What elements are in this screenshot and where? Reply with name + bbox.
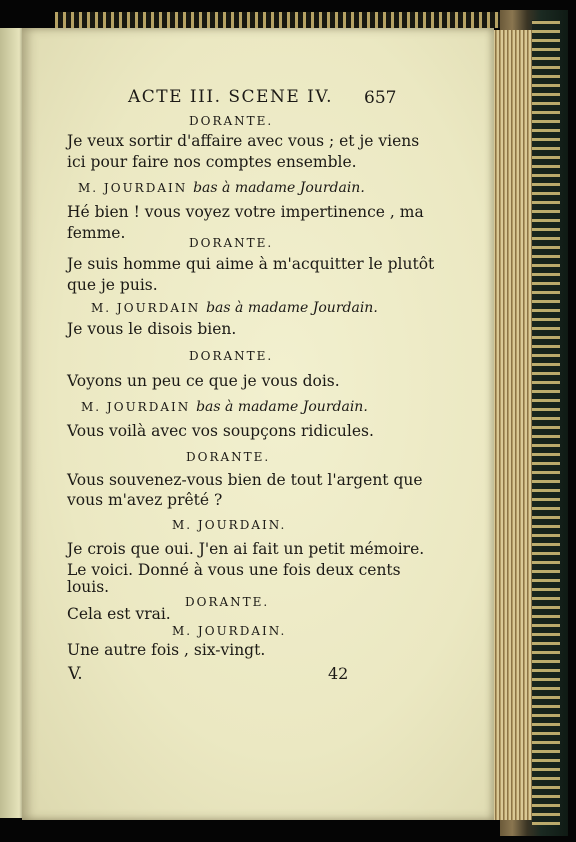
speaker-heading: [91, 300, 378, 316]
speaker-heading: [81, 399, 368, 415]
speaker-heading: [78, 180, 365, 196]
text-line: Une autre fois , six-vingt.: [67, 641, 266, 659]
page-fore-edge: [488, 30, 532, 820]
text-line: Voyons un peu ce que je vous dois.: [67, 372, 340, 390]
page-number: 657: [364, 88, 397, 108]
text-line: que je puis.: [67, 276, 158, 294]
text-line: femme.: [67, 224, 126, 242]
text-line: louis.: [67, 578, 110, 596]
text-line: ici pour faire nos comptes ensemble.: [67, 153, 357, 171]
catchword: 42: [328, 664, 349, 683]
speaker-heading: M. JOURDAIN.: [172, 624, 287, 638]
stage-direction: bas à madame Jourdain.: [196, 399, 368, 415]
left-page-edge: [0, 28, 24, 818]
speaker-heading: DORANTE.: [189, 114, 274, 128]
binding-top-edge: [55, 12, 560, 28]
text-line: Le voici. Donné à vous une fois deux cents: [67, 561, 401, 579]
speaker-heading: DORANTE.: [185, 595, 270, 609]
speaker-name: M. JOURDAIN: [78, 181, 188, 195]
gilt-ornament: [532, 20, 560, 825]
text-line: Je veux sortir d'affaire avec vous ; et je viens: [67, 132, 420, 150]
text-line: Vous voilà avec vos soupçons ridicules.: [67, 422, 374, 440]
stage-direction: bas à madame Jourdain.: [206, 300, 378, 316]
speaker-heading: DORANTE.: [186, 450, 271, 464]
speaker-heading: DORANTE.: [189, 236, 274, 250]
running-head: ACTE III. SCENE IV.: [128, 87, 334, 107]
speaker-name: M. JOURDAIN: [91, 301, 201, 315]
text-line: Vous souvenez-vous bien de tout l'argent que: [67, 471, 423, 489]
text-line: Je vous le disois bien.: [67, 320, 237, 338]
speaker-heading: DORANTE.: [189, 349, 274, 363]
text-line: Je crois que oui. J'en ai fait un petit mémoire.: [67, 540, 425, 558]
signature-mark: V.: [68, 664, 83, 684]
text-line: Je suis homme qui aime à m'acquitter le plutôt: [67, 255, 435, 273]
text-line: Cela est vrai.: [67, 605, 171, 623]
text-line: vous m'avez prêté ?: [67, 491, 223, 509]
speaker-name: M. JOURDAIN: [81, 400, 191, 414]
text-line: Hé bien ! vous voyez votre impertinence , ma: [67, 203, 424, 221]
speaker-heading: M. JOURDAIN.: [172, 518, 287, 532]
stage-direction: bas à madame Jourdain.: [193, 180, 365, 196]
